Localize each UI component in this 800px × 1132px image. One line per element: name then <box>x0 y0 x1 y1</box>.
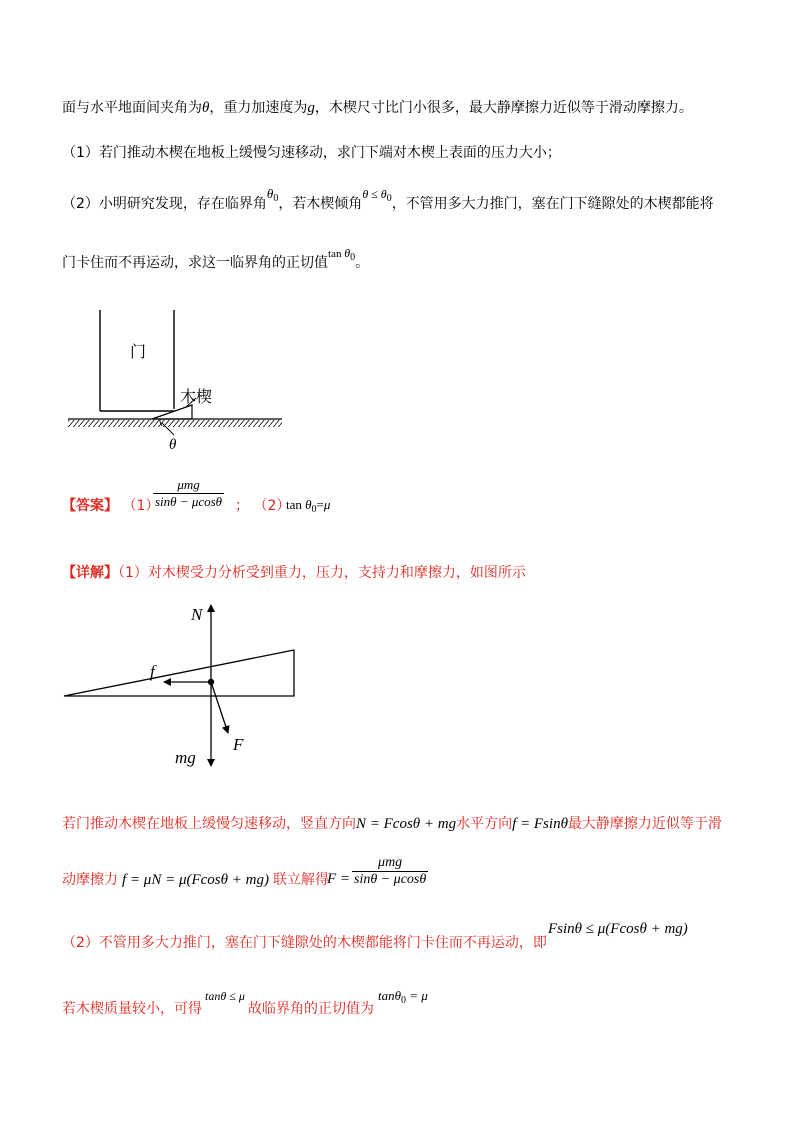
friction-equation: f = μN = μ(Fcosθ + mg) <box>122 872 269 888</box>
door-label: 门 <box>130 344 147 361</box>
text: 最大静摩擦力近似等于滑 <box>567 816 722 832</box>
text: ，木楔尺寸比门小很多，最大静摩擦力近似等于滑动摩擦力。 <box>314 100 693 116</box>
wedge-label: 木楔 <box>180 389 213 406</box>
label-f: f <box>150 662 155 681</box>
text: 。 <box>355 255 370 271</box>
text: 故临界角的正切值为 <box>248 1001 374 1017</box>
text: 若木楔质量较小，可得 <box>62 1001 202 1017</box>
text: 门卡住而不再运动，求这一临界角的正切值 <box>62 255 328 271</box>
label-F: F <box>233 735 244 754</box>
text: ，若木楔倾角 <box>278 196 363 212</box>
solution-step-4b <box>248 999 374 1019</box>
answer-1-fraction: μmg sinθ − μcosθ <box>155 477 223 509</box>
solution-step-2 <box>62 870 329 890</box>
question-1: （1）若门推动木楔在地板上缓慢匀速移动，求门下端对木楔上表面的压力大小； <box>62 145 561 161</box>
wedge-shape <box>152 405 192 419</box>
separator: ； <box>235 498 249 514</box>
text: 若门推动木楔在地板上缓慢匀速移动，竖直方向 <box>62 816 356 832</box>
solution-step-4 <box>62 999 202 1019</box>
problem-line-1 <box>62 98 693 118</box>
angle-inequality: θ ≤ θ0 <box>362 187 392 204</box>
text: ，不管用多大力推门，塞在门下缝隙处的木楔都能将 <box>391 196 714 212</box>
tan-theta0: tan θ0 <box>328 246 356 263</box>
pressure-force-arrow <box>211 682 228 733</box>
text: ，重力加速度为 <box>209 100 308 116</box>
vertical-equation: N = Fcosθ + mg <box>356 816 457 832</box>
answer-2-expression: $\tan \theta_0=\mu$ <box>286 497 331 515</box>
theta-symbol: θ <box>202 100 210 116</box>
question-2-line-1 <box>62 186 714 219</box>
solution-step-3 <box>62 933 547 953</box>
text: （2）小明研究发现，存在临界角 <box>62 196 267 212</box>
result-fraction: μmg sinθ − μcosθ <box>354 855 427 887</box>
wedge-body <box>64 650 294 696</box>
text: 水平方向 <box>456 816 513 832</box>
label-N: N <box>191 605 203 624</box>
text: 面与水平地面间夹角为 <box>62 100 202 116</box>
answer-part2 <box>235 496 290 516</box>
locking-inequality: Fsinθ ≤ μ(Fcosθ + mg) <box>548 921 688 937</box>
label-mg: mg <box>175 748 196 767</box>
question-2-line-2 <box>62 246 370 278</box>
door-wedge-figure <box>60 305 290 460</box>
tan-inequality: tanθ ≤ μ <box>205 989 245 1003</box>
center-point <box>208 679 214 685</box>
answer-tag: 【答案】 <box>62 498 118 514</box>
text: 联立解得 <box>272 872 329 888</box>
solution-tag: 【详解】 <box>62 565 118 581</box>
force-diagram <box>60 600 310 775</box>
ground-hatching <box>68 420 282 427</box>
critical-angle-symbol: θ0 <box>266 186 279 204</box>
result-lhs: F = <box>327 871 351 887</box>
angle-label: θ <box>169 437 177 453</box>
answer-part1-label: （1） <box>122 498 160 514</box>
horizontal-equation: f = Fsinθ <box>512 816 568 832</box>
text: （2）不管用多大力推门，塞在门下缝隙处的木楔都能将门卡住而不再运动，即 <box>62 935 547 951</box>
answer-row <box>62 496 159 516</box>
solution-step-1 <box>62 814 722 834</box>
text: （1）对木楔受力分析受到重力，压力，支持力和摩擦力，如图所示 <box>118 565 526 581</box>
final-answer: tanθ$_0$ = μ <box>378 988 428 1006</box>
answer-part2-label: （2） <box>253 498 291 514</box>
solution-intro <box>62 563 526 583</box>
g-symbol: g <box>307 100 315 116</box>
text: 动摩擦力 <box>62 872 118 888</box>
